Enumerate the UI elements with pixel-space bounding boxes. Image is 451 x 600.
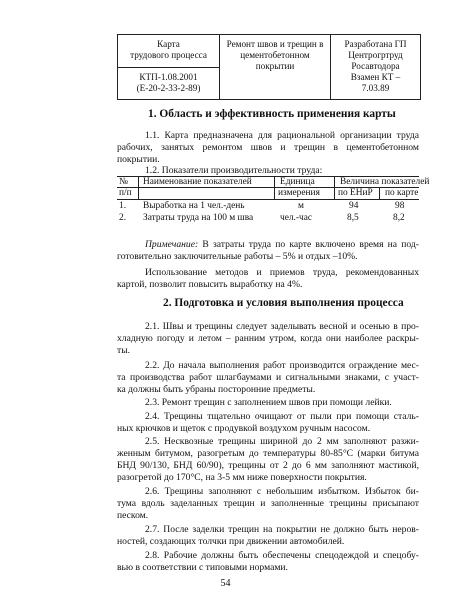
table-header-cell: №	[119, 177, 128, 187]
paragraph-line: хладную погоду и летом – ранним утром, когда они наиболее раскры-	[117, 333, 419, 344]
paragraph-line: 1.2. Показатели производительности труда:	[145, 165, 323, 176]
header-text: покрытии	[255, 61, 295, 71]
paragraph-line: вью в соответствии с типовыми нормами.	[117, 562, 288, 573]
header-text: Разработана ГП	[344, 39, 407, 49]
table-rule	[379, 187, 380, 199]
paragraph-line: ты.	[117, 345, 131, 356]
table-cell: чел.-час	[280, 213, 313, 223]
paragraph-line: 2.4. Трещины тщательно очищают от пыли при помощи сталь-	[145, 411, 419, 422]
paragraph-line: 2.6. Трещины заполняют с небольшим избытком. Избыток би-	[145, 486, 419, 497]
paragraph-line: рабочих, занятых ремонтом швов и трещин в цементобетонном	[117, 142, 419, 153]
productivity-table	[117, 176, 430, 224]
card-subject	[220, 39, 330, 72]
section-1-heading: 1. Область и эффективность применения карты	[148, 108, 396, 120]
note-label: Примечание:	[145, 239, 199, 250]
paragraph-line: покрытии.	[117, 154, 160, 165]
page-number: 54	[220, 578, 231, 589]
card-header-table	[117, 34, 421, 100]
header-text: цементобетонном	[240, 50, 310, 60]
paragraph-line: 2.2. До начала выполнения работ производится ограждение мес-	[145, 360, 419, 371]
card-developer	[331, 39, 420, 94]
note-text: В затраты труда по карте включено время на под-	[198, 239, 419, 250]
header-text: КТП-1.08.2001	[139, 72, 198, 82]
paragraph-line: ностей, создающих толчки при движении автомобилей.	[117, 536, 345, 547]
table-cell: 8,5	[347, 213, 359, 223]
paragraph-line: та производства работ шлагбаумами и сигнальными знаками, с участ-	[117, 372, 419, 383]
table-header-cell: измерения	[278, 188, 320, 198]
paragraph-line: женным битумом, разогретым до температуры 80-85°С (марки битума	[117, 448, 419, 459]
table-cell: 94	[349, 201, 359, 211]
card-code	[118, 72, 219, 94]
header-text: 7.03.89	[361, 83, 390, 93]
paragraph-line: картой, позволит повысить выработку на 4%.	[117, 279, 303, 290]
table-cell: Выработка на 1 чел.-день	[143, 201, 245, 211]
table-header-cell: по карте	[385, 188, 419, 198]
header-text: Карта	[157, 39, 180, 49]
header-text: Ремонт швов и трещин в	[226, 39, 324, 49]
table-cell: м	[298, 201, 304, 211]
paragraph-line: песком.	[117, 510, 149, 521]
header-text: трудового процесса	[130, 50, 207, 60]
paragraph-line: ных крючков и щеток с продувкой воздухом ручным насосом.	[117, 423, 371, 434]
header-text: Взамен КТ –	[350, 72, 401, 82]
note-line: готовительно заключительные работы – 5% и отдых –10%.	[117, 251, 358, 262]
section-2-heading: 2. Подготовка и условия выполнения процесса	[163, 297, 404, 309]
paragraph-line: 2.5. Несквозные трещины шириной до 2 мм заполняют разжи-	[145, 436, 419, 447]
table-cell: Затраты труда на 100 м шва	[143, 213, 254, 223]
paragraph-line: тума вдоль заделанных трещин и заполненные трещины присыпают	[117, 498, 419, 509]
table-header-cell: Величина показателей	[340, 177, 430, 187]
table-rule	[274, 176, 275, 199]
paragraph-line: 1.1. Карта предназначена для рациональной организации труда	[145, 130, 419, 141]
header-text: Центрогртруд	[348, 50, 403, 60]
table-header-cell: Наименование показателей	[143, 177, 252, 187]
paragraph-line: 2.8. Рабочие должны быть обеспечены спецодеждой и спецобу-	[145, 550, 419, 561]
table-cell: 2.	[119, 213, 127, 223]
paragraph-line: 2.3. Ремонт трещин с заполнением швов при помощи лейки.	[145, 397, 392, 408]
header-divider	[118, 67, 219, 68]
note-line	[145, 239, 419, 251]
table-cell: 1.	[119, 201, 127, 211]
paragraph-line: Использование методов и приемов труда, рекомендованных	[145, 267, 419, 278]
table-header-cell: п/п	[119, 188, 132, 198]
table-header-cell: Единица	[280, 177, 315, 187]
table-cell: 8,2	[393, 213, 405, 223]
table-cell: 98	[395, 201, 405, 211]
paragraph-line: БНД 90/130, БНД 60/90), трещины от 2 до 6 мм заполняют мастикой,	[117, 460, 419, 471]
table-rule	[117, 199, 419, 200]
table-rule	[334, 176, 335, 199]
paragraph-line: 2.7. После заделки трещин на покрытии не должно быть неров-	[145, 524, 419, 535]
table-rule	[138, 176, 139, 199]
paragraph-line: ка должны быть убраны посторонние предметы.	[117, 384, 316, 395]
paragraph-line: разогретой до 170°С, на 3-5 мм ниже поверхности покрытия.	[117, 472, 367, 483]
table-header-cell: по ЕНиР	[338, 188, 373, 198]
header-text: (Е-20-2-33-2-89)	[136, 83, 201, 93]
paragraph-line: 2.1. Швы и трещины следует заделывать весной и осенью в про-	[145, 321, 419, 332]
card-title	[118, 39, 219, 61]
header-text: Росавтодора	[351, 61, 400, 71]
